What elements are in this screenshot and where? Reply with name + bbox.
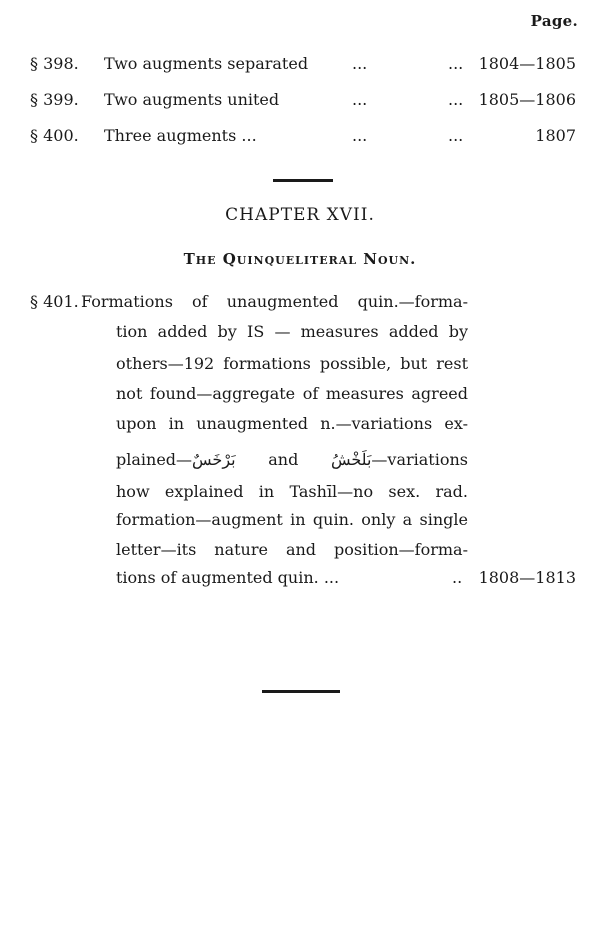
section-number: § 401. bbox=[30, 292, 79, 311]
section-401-line: letter—its nature and position—forma- bbox=[116, 540, 468, 559]
section-401-line: tion added by IS — measures added by bbox=[116, 322, 468, 341]
entry-title: Two augments separated bbox=[104, 54, 309, 73]
leader-dots: ... bbox=[448, 90, 464, 109]
leader-dots: .. bbox=[452, 568, 463, 587]
page-column-label: Page. bbox=[530, 12, 578, 30]
chapter-title: CHAPTER XVII. bbox=[225, 205, 375, 225]
entry-title: Two augments united bbox=[104, 90, 280, 109]
section-401-line: formation—augment in quin. only a single bbox=[116, 510, 468, 529]
page-range: 1807 bbox=[535, 126, 576, 145]
toc-entry-400 bbox=[30, 124, 576, 148]
toc-entry-398 bbox=[30, 52, 576, 76]
divider-rule bbox=[262, 690, 340, 693]
leader-dots: ... bbox=[352, 126, 368, 145]
section-401-line: not found—aggregate of measures agreed bbox=[116, 384, 468, 403]
leader-dots: ... bbox=[448, 126, 464, 145]
entry-title: Three augments ... bbox=[104, 126, 257, 145]
section-401-line: upon in unaugmented n.—variations ex- bbox=[116, 414, 468, 433]
section-401-line: how explained in Tashīl—no sex. rad. bbox=[116, 482, 468, 501]
section-number: § 398. bbox=[30, 54, 79, 73]
page-range: 1804—1805 bbox=[478, 54, 576, 73]
section-number: § 399. bbox=[30, 90, 79, 109]
section-number: § 400. bbox=[30, 126, 79, 145]
section-401-line: plained—بَرْخَسٌ and بَلَخْشُ—variations bbox=[116, 450, 468, 469]
chapter-subtitle: The Quinqueliteral Noun. bbox=[183, 250, 417, 268]
section-401-line: Formations of unaugmented quin.—forma- bbox=[81, 292, 468, 311]
page-range: 1805—1806 bbox=[478, 90, 576, 109]
section-401-line: others—192 formations possible, but rest bbox=[116, 354, 468, 373]
leader-dots: ... bbox=[352, 90, 368, 109]
toc-entry-399 bbox=[30, 88, 576, 112]
section-401-line: tions of augmented quin. ... bbox=[116, 568, 340, 587]
leader-dots: ... bbox=[352, 54, 368, 73]
divider-rule bbox=[273, 179, 333, 182]
page-range: 1808—1813 bbox=[478, 568, 576, 587]
leader-dots: ... bbox=[448, 54, 464, 73]
